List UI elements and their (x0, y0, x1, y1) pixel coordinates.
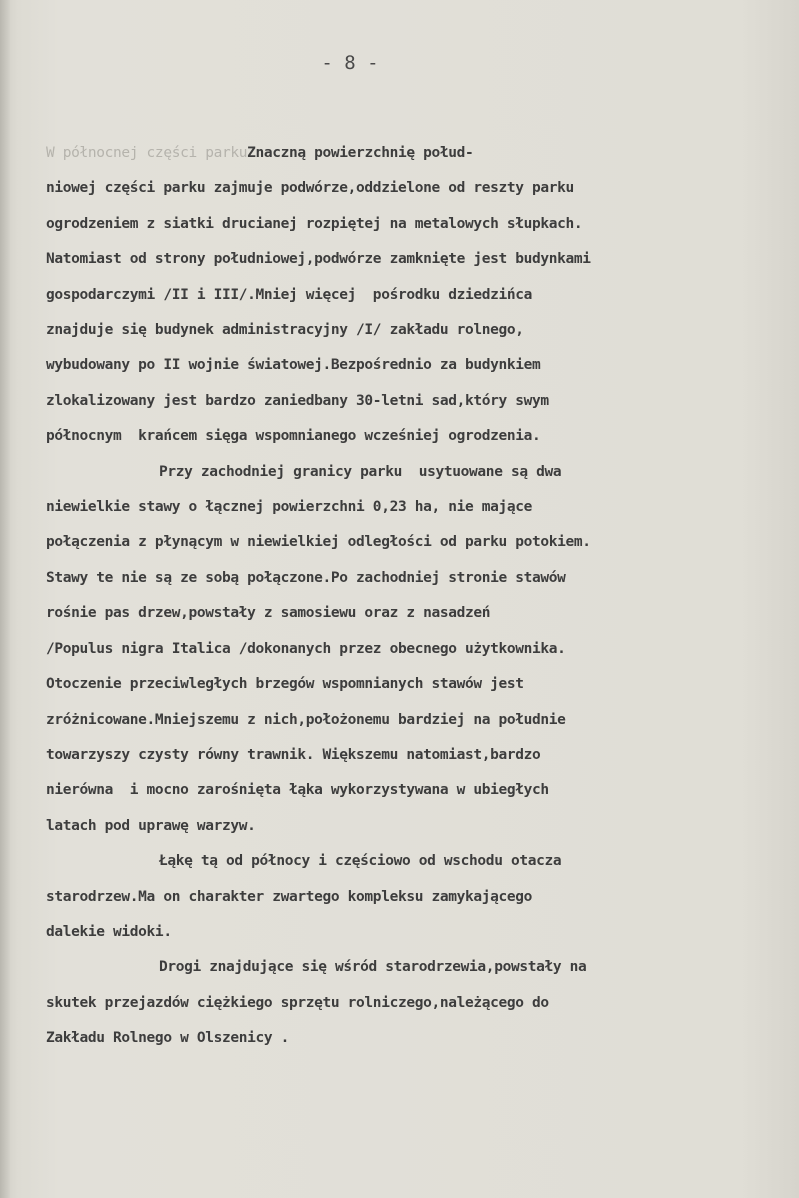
text-line-17: zróżnicowane.Mniejszemu z nich,położonemu bardziej na południe (46, 711, 566, 728)
text-line-5: gospodarczymi /II i III/.Mniej więcej pośrodku dziedzińca (46, 286, 533, 303)
body-text (46, 136, 736, 1057)
text-line-19: nierówna i mocno zarośnięta łąka wykorzystywana w ubiegłych (46, 782, 549, 799)
text-line-8: zlokalizowany jest bardzo zaniedbany 30-letni sad,który swym (46, 392, 549, 409)
text-line-6: znajduje się budynek administracyjny /I/ zakładu rolnego, (46, 322, 524, 339)
text-line-15: /Populus nigra Italica /dokonanych przez obecnego użytkownika. (46, 640, 566, 657)
page-number: - 8 - (321, 52, 379, 74)
text-line-1: W północnej części parkuZnaczną powierzchnię połud- (46, 145, 474, 161)
text-line-7: wybudowany po II wojnie światowej.Bezpośrednio za budynkiem (46, 357, 541, 374)
faded-prefix: W północnej części parku (46, 145, 248, 161)
text-line-4: Natomiast od strony południowej,podwórze zamknięte jest budynkami (46, 251, 591, 268)
text-line-2: niowej części parku zajmuje podwórze,oddzielone od reszty parku (46, 180, 574, 197)
text-line-21: Łąkę tą od północy i częściowo od wschodu otacza (159, 853, 562, 870)
text-line-10: Przy zachodniej granicy parku usytuowane są dwa (159, 463, 562, 480)
text-line-25: skutek przejazdów ciężkiego sprzętu rolniczego,należącego do (46, 994, 549, 1011)
text-line-18: towarzyszy czysty równy trawnik. Większemu natomiast,bardzo (46, 746, 541, 763)
text-line-26: Zakładu Rolnego w Olszenicy . (46, 1030, 290, 1047)
text-line-23: dalekie widoki. (46, 923, 172, 940)
text-line-3: ogrodzeniem z siatki drucianej rozpiętej na metalowych słupkach. (46, 215, 583, 232)
text-line-9: północnym krańcem sięga wspomnianego wcześniej ogrodzenia. (46, 428, 541, 445)
text-line-14: rośnie pas drzew,powstały z samosiewu oraz z nasadzeń (46, 605, 491, 622)
text-line-16: Otoczenie przeciwległych brzegów wspomnianych stawów jest (46, 676, 524, 693)
text-line-20: latach pod uprawę warzyw. (46, 817, 256, 834)
binding-gutter (0, 0, 10, 1198)
text-line-24: Drogi znajdujące się wśród starodrzewia,powstały na (159, 959, 587, 976)
text-line-13: Stawy te nie są ze sobą połączone.Po zachodniej stronie stawów (46, 569, 566, 586)
text-line-11: niewielkie stawy o łącznej powierzchni 0,23 ha, nie mające (46, 499, 533, 516)
text-line-12: połączenia z płynącym w niewielkiej odległości od parku potokiem. (46, 534, 591, 551)
text-line-22: starodrzew.Ma on charakter zwartego kompleksu zamykającego (46, 888, 533, 905)
